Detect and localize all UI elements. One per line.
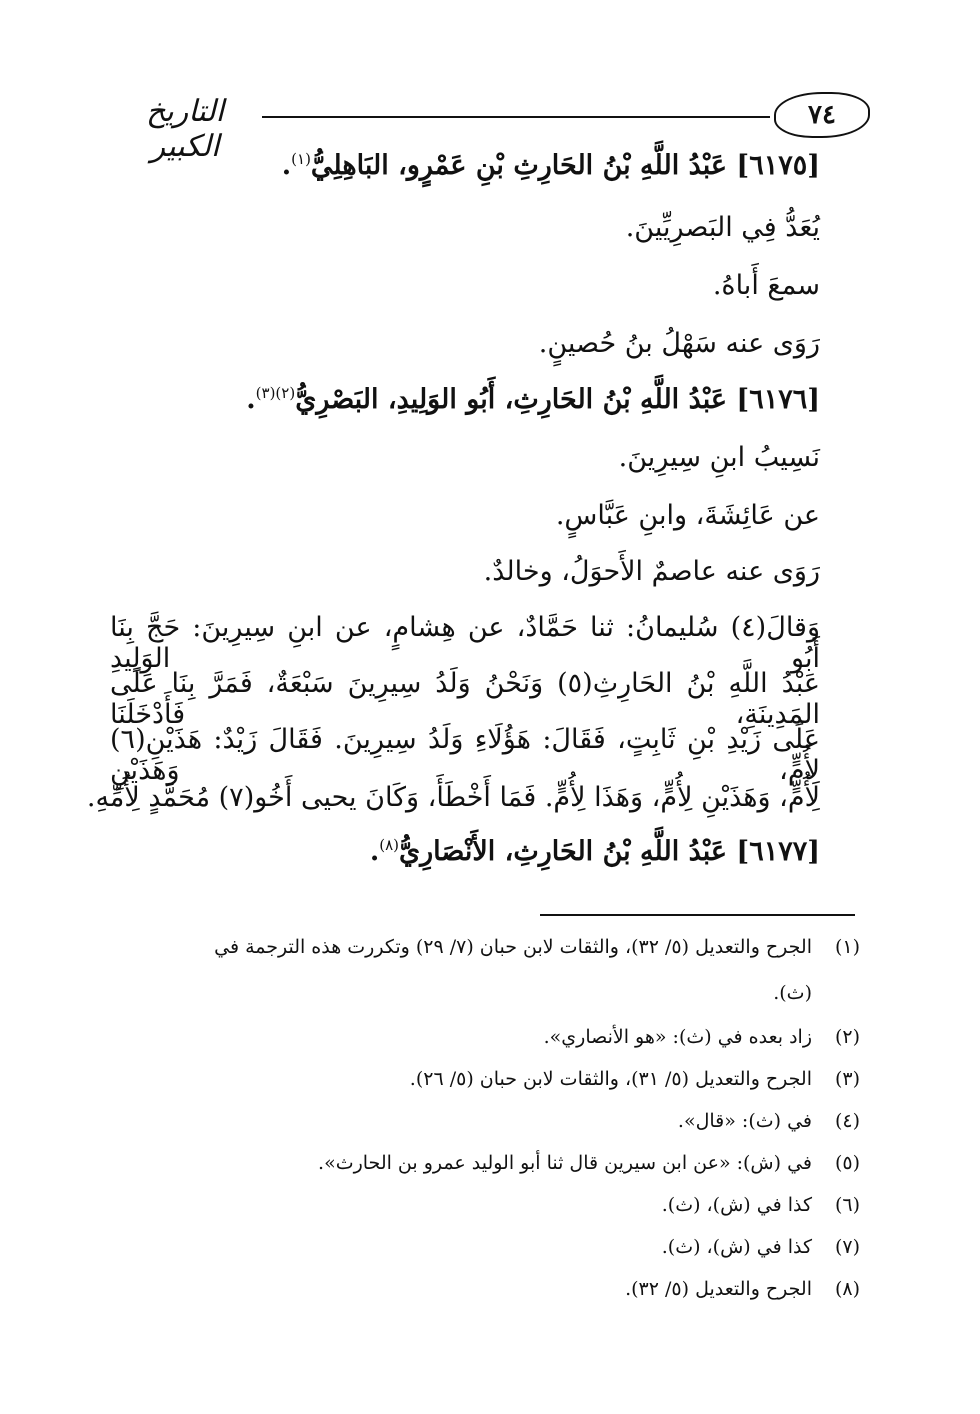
text-line: سمعَ أَباهُ. — [712, 270, 820, 301]
text-line: عن عَائِشَةَ، وابنِ عَبَّاسٍ. — [555, 500, 820, 531]
footnote-ref: (٨) — [379, 836, 399, 854]
footnote-separator — [540, 914, 855, 916]
text-line: وَقالَ(٤) سُليمانُ: ثنا حَمَّادٌ، عن هِشامٍ، عن ابنِ سِيرِينَ: حَجَّ بِنَا أَبُو الوَلِيدِ — [110, 612, 820, 674]
footnote-ref: (١) — [291, 150, 311, 168]
footnote-3: (٣) الجرح والتعديل (٥/ ٣١)، والثقات لابن حبان (٥/ ٢٦). — [409, 1068, 860, 1090]
entry-heading-6177: [٦١٧٧] عَبْدُ اللَّهِ بْنُ الحَارِثِ، الأَنْصَارِيُّ$^{(٨)}$. — [369, 836, 820, 867]
footnote-ref: (٢)(٣) — [255, 384, 296, 402]
text-line: عَلَى زَيْدِ بْنِ ثَابِتٍ، فَقَالَ: هَؤُلَاءِ وَلَدُ سِيرِينَ. فَقَالَ زَيْدٌ: هَذَيْنِ(٦) لِأُمٍّ، وَهَذَيْنِ — [110, 724, 820, 786]
text-line: لِأُمٍّ، وَهَذَيْنِ لِأُمٍّ، وَهَذَا لِأُمٍّ. فَمَا أَخْطَأَ، وَكَانَ يحيى أَخُو(٧) مُحَمَّدٍ لِأُمِّهِ. — [86, 782, 820, 813]
text-line: رَوَى عنه عاصمٌ الأَحوَلُ، وخالدٌ. — [483, 556, 820, 587]
text-line: يُعَدُّ فِي البَصرِيِّينَ. — [625, 212, 820, 243]
footnote-1: (١) الجرح والتعديل (٥/ ٣٢)، والثقات لابن حبان (٧/ ٢٩) وتكررت هذه الترجمة في — [214, 936, 860, 958]
page-number: ٧٤ — [774, 92, 870, 138]
footnote-6: (٦) كذا في (ش)، (ث). — [661, 1194, 860, 1216]
book-title: التاريخ الكبير — [146, 94, 224, 164]
text-line: نَسِيبُ ابنِ سِيرِينَ. — [618, 442, 820, 473]
footnote-4: (٤) في (ث): «قال». — [677, 1110, 860, 1132]
header-rule — [262, 116, 770, 118]
page-header — [110, 90, 870, 164]
text-line: عَبْدُ اللَّهِ بْنُ الحَارِثِ(٥) وَنَحْنُ وَلَدُ سِيرِينَ سَبْعَةٌ، فَمَرَّ بِنَا عَلَى المَدِينَةِ، فَأَدْخَلَنَا — [110, 668, 820, 730]
footnote-8: (٨) الجرح والتعديل (٥/ ٣٢). — [625, 1278, 860, 1300]
entry-heading-6176: [٦١٧٦] عَبْدُ اللَّهِ بْنُ الحَارِثِ، أَبُو الوَلِيدِ، البَصْرِيُّ$^{(٢)(٣)}$. — [246, 384, 820, 415]
entry-heading-6175: [٦١٧٥] عَبْدُ اللَّهِ بْنُ الحَارِثِ بْنِ عَمْرٍو، البَاهِلِيُّ$^{(١)}$. — [281, 150, 820, 181]
footnote-1-continuation: (ث). — [773, 982, 812, 1004]
footnote-5: (٥) في (ش): «عن ابن سيرين قال ثنا أبو الوليد عمرو بن الحارث». — [318, 1152, 860, 1174]
footnote-2: (٢) زاد بعده في (ث): «هو الأنصاري». — [543, 1026, 860, 1048]
footnote-7: (٧) كذا في (ش)، (ث). — [661, 1236, 860, 1258]
text-line: رَوَى عنه سَهْلُ بنُ حُصينٍ. — [538, 328, 820, 359]
